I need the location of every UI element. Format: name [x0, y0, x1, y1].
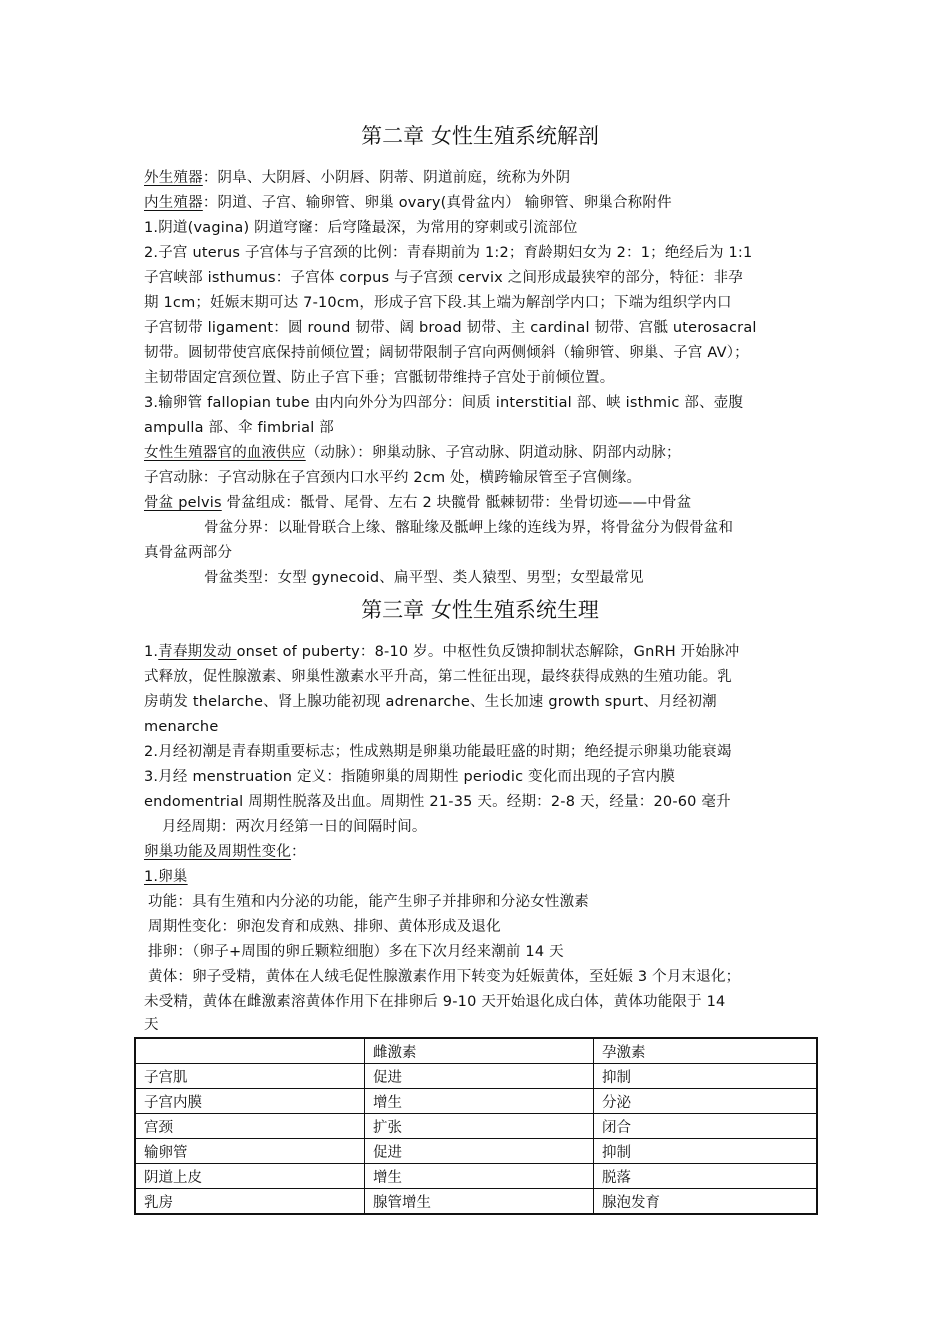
- ch2-line-3: 1.阴道(vagina) 阴道穹窿：后穹隆最深，为常用的穿刺或引流部位: [144, 220, 578, 236]
- table-header-cell: 孕激素: [594, 1038, 818, 1064]
- table-cell: 子宫肌: [135, 1064, 365, 1089]
- ch2-line-6: 期 1cm；妊娠末期可达 7-10cm，形成子宫下段.其上端为解剖学内口；下端为组织学内口: [144, 295, 732, 311]
- puberty-onset-term: 青春期发动: [158, 644, 237, 660]
- table-cell: 脱落: [594, 1164, 818, 1189]
- ch3-line-5: 2.月经初潮是青春期重要标志；性成熟期是卵巢功能最旺盛的时期；绝经提示卵巢功能衰竭: [144, 744, 732, 760]
- ch3-line-2: 式释放，促性腺激素、卵巢性激素水平升高，第二性征出现，最终获得成熟的生殖功能。乳: [144, 669, 732, 685]
- table-header-cell: 雌激素: [365, 1038, 594, 1064]
- table-header-row: [135, 1038, 817, 1064]
- table-cell: 乳房: [135, 1189, 365, 1215]
- table-cell: 增生: [365, 1164, 594, 1189]
- table-header-cell: [135, 1038, 365, 1064]
- table-cell: 宫颈: [135, 1114, 365, 1139]
- ch2-line-7: 子宫韧带 ligament：圆 round 韧带、阔 broad 韧带、主 cardinal 韧带、宫骶 uterosacral: [144, 320, 757, 336]
- table-row: [135, 1189, 817, 1215]
- ch2-line-11: ampulla 部、伞 fimbrial 部: [144, 420, 334, 436]
- pelvis-term: 骨盆 pelvis: [144, 495, 222, 511]
- ch2-line-15: 骨盆分界：以耻骨联合上缘、髂耻缘及骶岬上缘的连线为界，将骨盆分为假骨盆和: [204, 520, 734, 536]
- ch3-line-6: 3.月经 menstruation 定义：指随卵巢的周期性 periodic 变化而出现的子宫内膜: [144, 769, 676, 785]
- ch3-line-9: 卵巢功能及周期性变化：: [144, 844, 306, 860]
- chapter-2-title: 第二章 女性生殖系统解剖: [361, 124, 599, 148]
- ch2-line-10: 3.输卵管 fallopian tube 由内向外分为四部分：间质 interstitial 部、峡 isthmic 部、壶腹: [144, 395, 744, 411]
- blood-supply-term: 女性生殖器官的血液供应: [144, 445, 306, 461]
- ch2-line-14: 骨盆 pelvis 骨盆组成：骶骨、尾骨、左右 2 块髋骨 骶棘韧带：坐骨切迹——中骨盆: [144, 495, 692, 511]
- ch3-line-10: [144, 866, 824, 888]
- ch2-line-2: 内生殖器：阴道、子宫、输卵管、卵巢 ovary(真骨盆内） 输卵管、卵巢合称附件: [144, 195, 672, 211]
- table-row: [135, 1064, 817, 1089]
- ch3-line-1: 1.青春期发动 onset of puberty：8-10 岁。中枢性负反馈抑制状态解除，GnRH 开始脉冲: [144, 644, 740, 660]
- external-genitalia-term: 外生殖器: [144, 170, 203, 186]
- hormone-effects-table: [134, 1037, 818, 1215]
- table-cell: 腺泡发育: [594, 1189, 818, 1215]
- ch3-line-11: 功能：具有生殖和内分泌的功能，能产生卵子并排卵和分泌女性激素: [148, 894, 589, 910]
- table-row: [135, 1114, 817, 1139]
- table-cell: 促进: [365, 1064, 594, 1089]
- ch3-line-12: 周期性变化：卵泡发育和成熟、排卵、黄体形成及退化: [148, 919, 501, 935]
- ch2-line-12: 女性生殖器官的血液供应（动脉）：卵巢动脉、子宫动脉、阴道动脉、阴部内动脉；: [144, 445, 681, 461]
- ch3-line-13: 排卵：（卵子+周围的卵丘颗粒细胞）多在下次月经来潮前 14 天: [148, 944, 564, 960]
- table-row: [135, 1139, 817, 1164]
- ch3-line-14: 黄体：卵子受精，黄体在人绒毛促性腺激素作用下转变为妊娠黄体，至妊娠 3 个月末退化；: [148, 969, 741, 985]
- ch3-line-4: menarche: [144, 719, 219, 735]
- ch2-line-17: 骨盆类型：女型 gynecoid、扁平型、类人猿型、男型；女型最常见: [204, 570, 644, 586]
- table-cell: 促进: [365, 1139, 594, 1164]
- ch2-line-4: 2.子宫 uterus 子宫体与子宫颈的比例：青春期前为 1:2；育龄期妇女为 2：1；绝经后为 1:1: [144, 245, 753, 261]
- ovary-function-term: 卵巢功能及周期性变化: [144, 844, 291, 860]
- ch3-line-16: 天: [144, 1017, 159, 1033]
- table-cell: 扩张: [365, 1114, 594, 1139]
- table-cell: 分泌: [594, 1089, 818, 1114]
- ch2-line-5: 子宫峡部 isthumus：子宫体 corpus 与子宫颈 cervix 之间形成最狭窄的部分，特征：非孕: [144, 270, 743, 286]
- table-cell: 输卵管: [135, 1139, 365, 1164]
- ch3-line-8: 月经周期：两次月经第一日的间隔时间。: [162, 819, 427, 835]
- table-row: [135, 1089, 817, 1114]
- table-cell: 腺管增生: [365, 1189, 594, 1215]
- ch2-line-16: 真骨盆两部分: [144, 545, 233, 561]
- ch2-line-8: 韧带。圆韧带使宫底保持前倾位置；阔韧带限制子宫向两侧倾斜（输卵管、卵巢、子宫 AV）；: [144, 345, 749, 361]
- table-cell: 抑制: [594, 1064, 818, 1089]
- internal-genitalia-term: 内生殖器: [144, 195, 203, 211]
- table-cell: 阴道上皮: [135, 1164, 365, 1189]
- table-cell: 增生: [365, 1089, 594, 1114]
- table-cell: 抑制: [594, 1139, 818, 1164]
- table-cell: 子宫内膜: [135, 1089, 365, 1114]
- ch2-line-1: 外生殖器：阴阜、大阴唇、小阴唇、阴蒂、阴道前庭，统称为外阴: [144, 170, 571, 186]
- ovary-heading: 1.卵巢: [144, 869, 188, 885]
- ch2-line-9: 主韧带固定宫颈位置、防止子宫下垂；宫骶韧带维持子宫处于前倾位置。: [144, 370, 615, 386]
- table-row: [135, 1164, 817, 1189]
- ch3-line-15: 未受精，黄体在雌激素溶黄体作用下在排卵后 9-10 天开始退化成白体，黄体功能限于 14: [144, 994, 726, 1010]
- ch2-line-13: 子宫动脉：子宫动脉在子宫颈内口水平约 2cm 处，横跨输尿管至子宫侧缘。: [144, 470, 642, 486]
- table-cell: 闭合: [594, 1114, 818, 1139]
- chapter-3-title: 第三章 女性生殖系统生理: [361, 598, 599, 622]
- ch3-line-7: endomentrial 周期性脱落及出血。周期性 21-35 天。经期：2-8 天，经量：20-60 毫升: [144, 794, 731, 810]
- ch3-line-3: 房萌发 thelarche、肾上腺功能初现 adrenarche、生长加速 growth spurt、月经初潮: [144, 694, 717, 710]
